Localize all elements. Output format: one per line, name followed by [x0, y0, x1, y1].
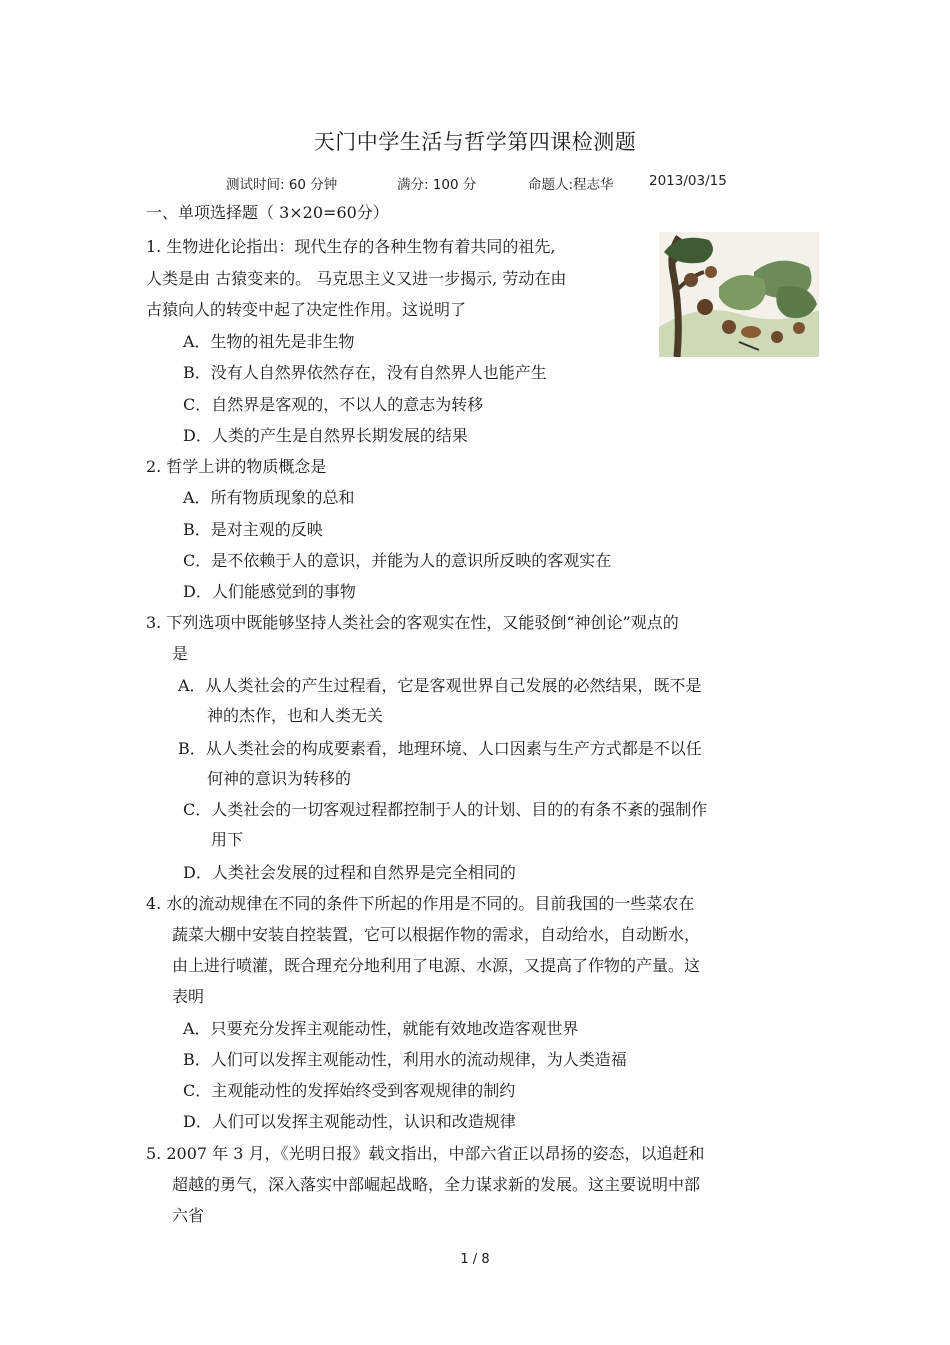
- question-4-line-4: 表明: [172, 987, 205, 1006]
- question-3-line-1: 3. 下列选项中既能够坚持人类社会的客观实在性，又能驳倒“神创论”观点的: [146, 613, 679, 632]
- question-3-option-b-line-1: B．从人类社会的构成要素看，地理环境、人口因素与生产方式都是不以任: [178, 739, 702, 758]
- question-1-line-1: 1. 生物进化论指出：现代生存的各种生物有着共同的祖先,: [146, 237, 556, 256]
- page-title: 天门中学生活与哲学第四课检测题: [313, 130, 637, 154]
- question-1-option-c: C．自然界是客观的，不以人的意志为转移: [183, 395, 484, 414]
- test-time: 测试时间: 60 分钟: [226, 177, 338, 193]
- question-4-option-c: C．主观能动性的发挥始终受到客观规律的制约: [183, 1081, 516, 1100]
- question-3-option-c-line-1: C．人类社会的一切客观过程都控制于人的计划、目的的有条不紊的强制作: [183, 800, 708, 819]
- question-4-option-a: A．只要充分发挥主观能动性，就能有效地改造客观世界: [183, 1019, 579, 1038]
- author: 命题人:程志华: [528, 177, 614, 193]
- question-4-line-2: 蔬菜大棚中安装自控装置，它可以根据作物的需求，自动给水，自动断水，: [172, 925, 701, 944]
- question-2-option-a: A．所有物质现象的总和: [183, 488, 355, 507]
- question-4-option-d: D．人们可以发挥主观能动性，认识和改造规律: [183, 1112, 516, 1131]
- question-4-line-3: 由上进行喷灌，既合理充分地利用了电源、水源，又提高了作物的产量。这: [172, 956, 701, 975]
- question-3-line-2: 是: [172, 644, 189, 663]
- question-1-option-b: B．没有人自然界依然存在，没有自然界人也能产生: [183, 363, 547, 382]
- question-2-option-c: C．是不依赖于人的意识，并能为人的意识所反映的客观实在: [183, 551, 612, 570]
- question-2-line-1: 2. 哲学上讲的物质概念是: [146, 457, 327, 476]
- full-score: 满分: 100 分: [397, 177, 477, 193]
- question-3-option-c-line-2: 用下: [211, 830, 244, 849]
- question-2-option-d: D．人们能感觉到的事物: [183, 582, 356, 601]
- date: 2013/03/15: [649, 173, 727, 189]
- page-number: 1 / 8: [460, 1252, 490, 1267]
- question-3-option-a-line-1: A．从人类社会的产生过程看，它是客观世界自己发展的必然结果，既不是: [178, 676, 702, 695]
- section-heading: 一、单项选择题（ 3×20=60分）: [146, 203, 389, 222]
- question-1-option-a: A．生物的祖先是非生物: [183, 332, 355, 351]
- question-5-line-1: 5. 2007 年 3 月，《光明日报》载文指出，中部六省正以昂扬的姿态，以追赶和: [146, 1144, 705, 1163]
- question-3-option-d: D．人类社会发展的过程和自然界是完全相同的: [183, 863, 516, 882]
- ape-evolution-illustration: [659, 232, 819, 357]
- question-4-line-1: 4. 水的流动规律在不同的条件下所起的作用是不同的。目前我国的一些菜农在: [146, 894, 695, 913]
- question-3-option-b-line-2: 何神的意识为转移的: [207, 769, 352, 788]
- question-1-line-2: 人类是由 古猿变来的。 马克思主义又进一步揭示, 劳动在由: [146, 269, 567, 288]
- question-5-line-2: 超越的勇气，深入落实中部崛起战略，全力谋求新的发展。这主要说明中部: [172, 1175, 701, 1194]
- question-4-option-b: B．人们可以发挥主观能动性，利用水的流动规律，为人类造福: [183, 1050, 627, 1069]
- question-5-line-3: 六省: [172, 1206, 205, 1225]
- question-3-option-a-line-2: 神的杰作，也和人类无关: [207, 706, 384, 725]
- question-2-option-b: B．是对主观的反映: [183, 520, 323, 539]
- question-1-line-3: 古猿向人的转变中起了决定性作用。这说明了: [146, 300, 467, 319]
- question-1-option-d: D．人类的产生是自然界长期发展的结果: [183, 426, 468, 445]
